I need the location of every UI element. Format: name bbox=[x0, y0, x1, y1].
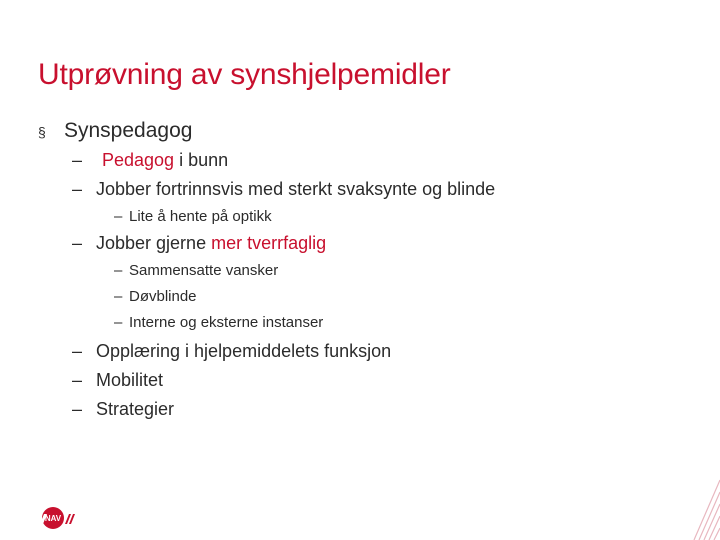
decorative-stripes-icon bbox=[680, 470, 720, 540]
bullet-jobber-fortrinnsvis bbox=[72, 179, 496, 200]
svg-text:NAV: NAV bbox=[44, 514, 62, 523]
dash-marker: – bbox=[72, 179, 83, 199]
bullet-text: Strategier bbox=[96, 399, 175, 419]
bullet-opplaering bbox=[72, 341, 392, 362]
bullet-text: Interne og eksterne instanser bbox=[129, 314, 324, 331]
bullet-text: Lite å hente på optikk bbox=[129, 208, 272, 225]
nav-logo-icon bbox=[38, 506, 78, 530]
sub-bullet-sammensatte bbox=[114, 262, 279, 279]
bullet-text: Jobber gjerne bbox=[96, 233, 212, 253]
sub-bullet-dovblinde bbox=[114, 288, 197, 305]
bullet-jobber-gjerne bbox=[72, 233, 327, 254]
dash-marker: – bbox=[114, 314, 123, 331]
dash-marker: – bbox=[114, 262, 123, 279]
dash-marker: – bbox=[114, 208, 123, 225]
dash-marker: – bbox=[72, 233, 83, 253]
bullet-text: Sammensatte vansker bbox=[129, 262, 279, 279]
bullet-text: Jobber fortrinnsvis med sterkt svaksynte og blinde bbox=[96, 179, 496, 199]
bullet-lite-a-hente bbox=[114, 208, 272, 225]
bullet-text: Døvblinde bbox=[129, 288, 197, 305]
bullet-text: Synspedagog bbox=[64, 119, 193, 142]
dash-marker: – bbox=[72, 150, 83, 170]
bullet-text: Opplæring i hjelpemiddelets funksjon bbox=[96, 341, 392, 361]
dash-marker: – bbox=[72, 399, 83, 419]
bullet-mobilitet bbox=[72, 370, 164, 391]
dash-marker: – bbox=[72, 341, 83, 361]
bullet-pedagog bbox=[72, 150, 229, 171]
slide-title: Utprøvning av synshjelpemidler bbox=[38, 58, 451, 91]
dash-marker: – bbox=[114, 288, 123, 305]
accent-text: Pedagog bbox=[102, 150, 175, 170]
bullet-text: Mobilitet bbox=[96, 370, 164, 390]
dash-marker: – bbox=[72, 370, 83, 390]
bullet-text: i bunn bbox=[174, 150, 229, 170]
sub-bullet-interne bbox=[114, 314, 324, 331]
accent-text: mer tverrfaglig bbox=[211, 233, 327, 253]
bullet-strategier bbox=[72, 399, 175, 420]
section-bullet-icon: § bbox=[38, 124, 46, 140]
